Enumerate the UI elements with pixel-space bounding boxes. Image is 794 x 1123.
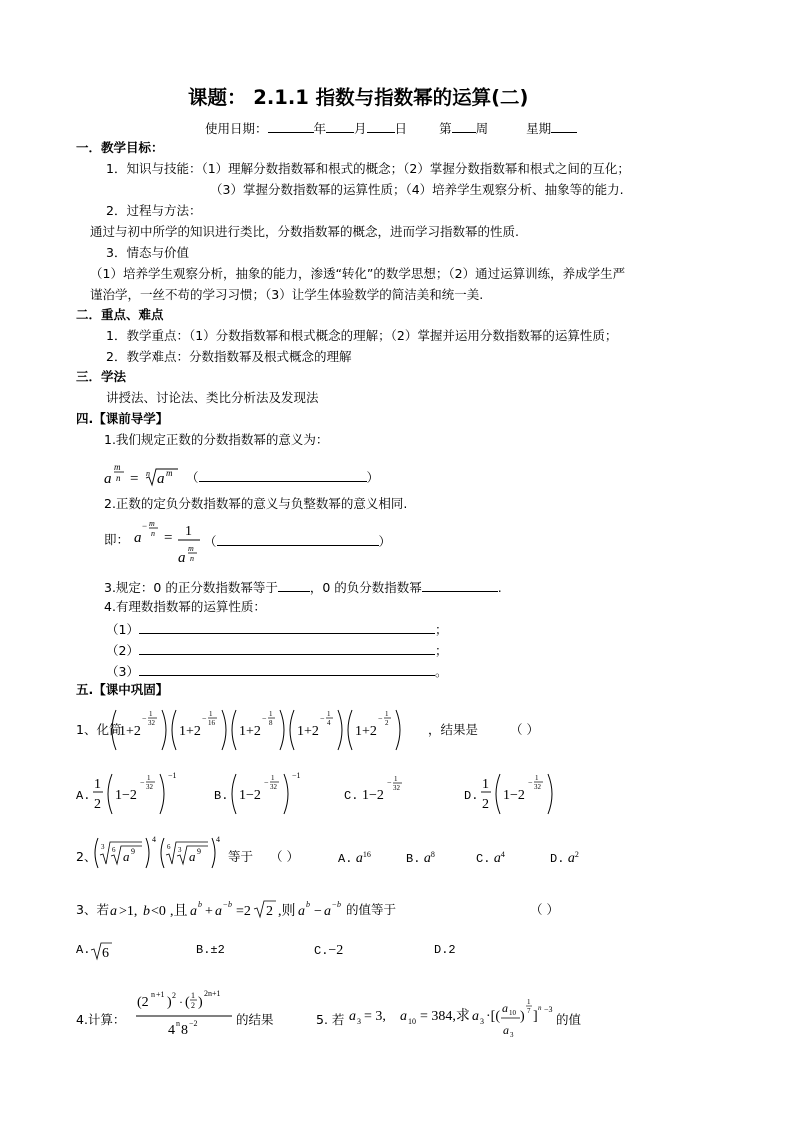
q3-option-c-label: C. — [314, 944, 329, 958]
svg-text:32: 32 — [146, 783, 153, 791]
svg-text:−: − — [142, 714, 147, 723]
page-title: 课题： 2.1.1 指数与指数幂的运算(二) — [188, 86, 529, 109]
svg-text:−1: −1 — [168, 771, 177, 780]
method-text: 讲授法、讨论法、类比分析法及发现法 — [106, 390, 319, 405]
svg-text:9: 9 — [197, 847, 201, 856]
svg-text:1+2: 1+2 — [179, 724, 201, 739]
goal-emotion-line2: 谨治学，一丝不苟的学习习惯；（3）让学生体验数学的简洁美和统一美. — [90, 287, 484, 302]
q1-option-a-formula — [92, 770, 188, 820]
practice-q4-prefix: 4.计算： — [76, 1012, 126, 1027]
svg-text:1: 1 — [327, 710, 331, 718]
svg-text:9: 9 — [131, 847, 135, 856]
svg-text:1: 1 — [191, 991, 195, 1000]
q2-option-a: A. $a^{16}$ — [338, 850, 371, 866]
svg-text:b: b — [143, 904, 150, 919]
svg-text:·[(: ·[( — [486, 1009, 500, 1024]
property-2-label: （2） — [106, 643, 139, 658]
svg-text:1: 1 — [269, 710, 273, 718]
goal-knowledge — [106, 163, 630, 176]
goal-emotion-label: 3．情态与价值 — [106, 245, 189, 260]
practice-q2-mid: 等于 — [228, 849, 254, 864]
practice-q3-prefix: 3、若 — [76, 902, 109, 917]
svg-text:b: b — [198, 900, 202, 909]
svg-text:1: 1 — [209, 710, 213, 718]
svg-text:−: − — [223, 900, 228, 909]
svg-text:2: 2 — [172, 991, 176, 1000]
svg-text:1: 1 — [149, 710, 153, 718]
svg-text:−: − — [142, 521, 148, 531]
section-heading-practice: 五.【课中巩固】 — [76, 682, 169, 697]
q2-option-c: C. $a^4$ — [476, 850, 505, 866]
formula-negative-exponent — [132, 518, 212, 570]
svg-text:1: 1 — [147, 774, 151, 782]
svg-text:n: n — [190, 554, 194, 563]
svg-text:−: − — [202, 714, 207, 723]
q2-option-d: D. $a^2$ — [550, 850, 579, 866]
svg-text:b: b — [337, 900, 341, 909]
svg-text:n: n — [151, 529, 155, 538]
svg-text:a: a — [110, 904, 117, 919]
svg-text:a: a — [298, 904, 305, 919]
day-blank[interactable] — [367, 121, 395, 133]
keypoint-difficulty: 2．教学难点：分数指数幂及根式概念的理解 — [106, 349, 352, 364]
svg-text:8: 8 — [181, 1023, 188, 1038]
formula-q2-radicals — [92, 834, 222, 874]
svg-text:1+2: 1+2 — [355, 724, 377, 739]
practice-q4-suffix: 的结果 — [236, 1012, 274, 1027]
svg-text:(: ( — [185, 995, 190, 1010]
svg-text:2: 2 — [482, 797, 489, 812]
weekday-label: 星期 — [526, 121, 552, 136]
svg-text:n: n — [151, 990, 155, 999]
q2-option-a-label: A. — [338, 852, 353, 866]
svg-text:=: = — [164, 530, 173, 546]
preview-q1: 1.我们规定正数的分数指数幂的意义为： — [104, 432, 329, 447]
section-heading-goals: 一．教学目标： — [76, 140, 164, 155]
svg-text:a: a — [178, 550, 186, 566]
q3-option-a-label: A. — [76, 943, 91, 957]
svg-text:−: − — [314, 904, 322, 919]
month-blank[interactable] — [326, 121, 354, 133]
svg-text:a: a — [215, 904, 222, 919]
svg-text:a: a — [123, 849, 130, 864]
q2-option-c-label: C. — [476, 852, 491, 866]
close-paren: ） — [378, 534, 392, 549]
svg-text:n: n — [146, 469, 150, 478]
svg-text:m: m — [114, 462, 121, 472]
practice-q3-mid: 的值等于 — [346, 902, 397, 917]
svg-text:1: 1 — [271, 774, 275, 782]
q3-option-d: D.2 — [434, 943, 456, 957]
svg-text:a: a — [349, 1009, 356, 1024]
svg-text:8: 8 — [269, 719, 273, 727]
svg-text:a: a — [472, 1009, 479, 1024]
property-3-label: （3） — [106, 664, 139, 679]
svg-text:4: 4 — [152, 835, 156, 844]
svg-text:n: n — [176, 1019, 180, 1028]
svg-text:−: − — [262, 714, 267, 723]
svg-text:3: 3 — [480, 1017, 484, 1026]
svg-text:32: 32 — [148, 719, 155, 727]
keypoint-focus: 1．教学重点：（1）分数指数幂和根式概念的理解；（2）掌握并运用分数指数幂的运算性质； — [106, 328, 618, 343]
svg-text:7: 7 — [527, 1007, 531, 1015]
q3-option-c: C.−2 — [314, 943, 344, 958]
svg-text:1−2: 1−2 — [239, 788, 261, 803]
svg-text:−1: −1 — [292, 771, 301, 780]
svg-text:−: − — [528, 778, 533, 787]
goal-emotion-line1: （1）培养学生观察分析，抽象的能力，渗透“转化”的数学思想；（2）通过运算训练，养成学生严 — [90, 266, 626, 281]
svg-text:·: · — [179, 995, 183, 1009]
svg-text:1+2: 1+2 — [297, 724, 319, 739]
date-line — [205, 121, 577, 136]
property-2 — [106, 643, 447, 658]
svg-text:−: − — [320, 714, 325, 723]
svg-text:4: 4 — [216, 835, 220, 844]
svg-text:m: m — [188, 544, 194, 553]
week-blank[interactable] — [452, 121, 476, 133]
svg-text:b: b — [228, 900, 232, 909]
svg-text:]: ] — [533, 1009, 538, 1024]
svg-text:3: 3 — [101, 843, 105, 851]
preview-q3-end: . — [497, 580, 502, 595]
svg-text:16: 16 — [208, 719, 215, 727]
q2-option-b: B. $a^8$ — [406, 850, 435, 866]
svg-text:(2: (2 — [137, 995, 149, 1010]
svg-text:3: 3 — [178, 846, 182, 854]
svg-text:6: 6 — [102, 946, 109, 961]
property-3 — [106, 664, 447, 679]
svg-text:1: 1 — [535, 774, 539, 782]
svg-text:3: 3 — [510, 1031, 514, 1039]
practice-q5-suffix: 的值 — [556, 1012, 582, 1027]
goal-knowledge-line2: （3）掌握分数指数幂的运算性质；（4）培养学生观察分析、抽象等的能力. — [210, 182, 624, 197]
svg-text:m: m — [166, 468, 173, 478]
svg-text:1: 1 — [482, 777, 489, 792]
preview-q2-prefix: 即： — [104, 532, 130, 547]
svg-text:2n+1: 2n+1 — [204, 989, 221, 998]
svg-text:1: 1 — [527, 998, 531, 1006]
svg-text:−: − — [387, 778, 392, 787]
answer-blank-3b[interactable] — [422, 580, 498, 592]
open-paren: （ — [204, 534, 217, 549]
property-2-blank[interactable] — [139, 643, 435, 655]
use-date-label: 使用日期： — [205, 121, 268, 136]
preview-q3 — [104, 580, 502, 595]
q1-option-b-formula — [228, 770, 308, 820]
section-heading-preview: 四.【课前导学】 — [76, 411, 169, 426]
preview-q1-answer — [186, 470, 379, 485]
svg-text:4: 4 — [168, 1023, 175, 1038]
answer-blank-3a[interactable] — [278, 580, 310, 592]
svg-text:1: 1 — [94, 777, 101, 792]
svg-text:2: 2 — [385, 719, 389, 727]
svg-text:+1: +1 — [156, 990, 165, 999]
svg-text:= 384,求: = 384,求 — [420, 1009, 470, 1024]
svg-text:1−2: 1−2 — [503, 788, 525, 803]
property-1-label: （1） — [106, 622, 139, 637]
q1-option-a-label: A. — [76, 789, 91, 803]
practice-q1-suffix: ，结果是 — [428, 722, 479, 737]
section-heading-method: 三．学法 — [76, 369, 127, 384]
svg-text:n: n — [538, 1004, 542, 1012]
property-1 — [106, 622, 447, 637]
answer-blank-1[interactable] — [199, 470, 367, 482]
answer-blank-2[interactable] — [217, 534, 379, 546]
svg-text:32: 32 — [393, 784, 400, 792]
formula-q5-expression — [348, 996, 548, 1042]
formula-q1-product — [110, 706, 430, 754]
svg-text:10: 10 — [509, 1009, 516, 1017]
property-1-end: ； — [434, 622, 448, 637]
svg-text:−: − — [332, 900, 337, 909]
svg-text:4: 4 — [327, 719, 331, 727]
svg-text:−: − — [264, 778, 269, 787]
practice-q2-blank[interactable]: （ ） — [270, 849, 299, 864]
svg-text:1: 1 — [394, 776, 398, 783]
svg-text:>1,: >1, — [119, 904, 138, 919]
goal-process-label: 2．过程与方法： — [106, 203, 202, 218]
goal-process-text: 通过与初中所学的知识进行类比，分数指数幂的概念，进而学习指数幂的性质. — [90, 224, 519, 239]
open-paren: （ — [186, 470, 199, 485]
svg-text:1: 1 — [385, 710, 389, 718]
svg-text:2: 2 — [94, 797, 101, 812]
svg-text:−: − — [140, 778, 145, 787]
svg-text:1−2: 1−2 — [362, 788, 384, 803]
svg-text:<0: <0 — [151, 904, 166, 919]
q1-option-b-label: B. — [214, 789, 229, 803]
preview-q4: 4.有理数指数幂的运算性质： — [104, 599, 266, 614]
preview-q3-text-a: 3.规定：0 的正分数指数幂等于 — [104, 580, 278, 595]
svg-text:=: = — [130, 471, 139, 487]
preview-q3-text-b: ，0 的负分数指数幂 — [309, 580, 422, 595]
svg-text:32: 32 — [534, 783, 541, 791]
svg-text:6: 6 — [167, 843, 171, 851]
weekday-blank[interactable] — [551, 121, 577, 133]
svg-text:,且: ,且 — [170, 904, 188, 919]
svg-text:+: + — [205, 904, 213, 919]
svg-text:a: a — [189, 849, 196, 864]
q1-option-c-formula — [360, 776, 420, 816]
section-heading-keypoints: 二．重点、难点 — [76, 307, 164, 322]
property-3-end: 。 — [434, 664, 448, 679]
svg-text:1: 1 — [185, 524, 192, 539]
svg-text:3: 3 — [357, 1017, 361, 1026]
svg-text:=2: =2 — [236, 904, 251, 919]
year-label: 年 — [313, 121, 327, 136]
q1-option-d-formula — [480, 770, 576, 820]
preview-q2-answer — [204, 534, 391, 549]
q3-option-a — [76, 944, 90, 956]
practice-q1-blank[interactable]: （ ） — [510, 722, 539, 737]
svg-text:2: 2 — [191, 1001, 195, 1010]
week-prefix: 第 — [439, 121, 452, 136]
svg-text:b: b — [306, 900, 310, 909]
svg-text:a: a — [157, 471, 165, 487]
q2-option-b-label: B. — [406, 852, 421, 866]
svg-text:−2: −2 — [189, 1019, 198, 1028]
svg-text:a: a — [502, 1001, 508, 1015]
svg-text:a: a — [324, 904, 331, 919]
goal-knowledge-line1: （1）理解分数指数幂和根式的概念；（2）掌握分数指数幂和根式之间的互化； — [201, 161, 630, 176]
svg-text:−: − — [378, 714, 383, 723]
formula-fractional-exponent — [102, 456, 182, 492]
q5-exponent-tail: −3 — [544, 1005, 553, 1014]
goal-knowledge-label: 1．知识与技能： — [106, 161, 202, 176]
svg-text:,则: ,则 — [278, 904, 296, 919]
svg-text:): ) — [167, 995, 172, 1010]
practice-q2-prefix: 2、 — [76, 849, 97, 864]
svg-text:a: a — [400, 1009, 407, 1024]
svg-text:n: n — [116, 473, 121, 483]
practice-q1-prefix: 1、化简 — [76, 722, 122, 737]
q1-option-c-label: C. — [344, 789, 359, 803]
preview-q2: 2.正数的定负分数指数幂的意义与负整数幂的意义相同. — [104, 496, 408, 511]
formula-q4-expression — [134, 986, 236, 1042]
q3-option-a-formula — [90, 940, 114, 962]
svg-text:= 3,: = 3, — [364, 1009, 386, 1024]
svg-text:1+2: 1+2 — [119, 724, 141, 739]
svg-text:6: 6 — [112, 846, 116, 854]
q1-option-d-label: D. — [464, 789, 479, 803]
svg-text:a: a — [503, 1023, 509, 1037]
week-label: 周 — [475, 121, 489, 136]
practice-q5-prefix: 5. 若 — [316, 1012, 345, 1027]
svg-text:1−2: 1−2 — [115, 788, 137, 803]
svg-text:1+2: 1+2 — [239, 724, 261, 739]
close-paren: ） — [366, 470, 380, 485]
svg-text:2: 2 — [266, 904, 273, 919]
svg-text:): ) — [520, 1009, 525, 1024]
year-blank[interactable] — [268, 121, 314, 133]
svg-text:a: a — [104, 471, 112, 487]
svg-text:a: a — [190, 904, 197, 919]
q3-option-b: B.±2 — [196, 943, 225, 957]
svg-text:m: m — [149, 519, 155, 528]
q2-option-d-label: D. — [550, 852, 565, 866]
property-2-end: ； — [434, 643, 448, 658]
svg-text:): ) — [198, 995, 203, 1010]
property-1-blank[interactable] — [139, 622, 435, 634]
svg-text:10: 10 — [408, 1017, 416, 1026]
month-label: 月 — [354, 121, 367, 136]
property-3-blank[interactable] — [139, 664, 435, 676]
practice-q3-blank[interactable]: （ ） — [530, 902, 559, 917]
svg-text:a: a — [134, 530, 142, 546]
svg-text:32: 32 — [270, 783, 277, 791]
day-label: 日 — [394, 121, 408, 136]
